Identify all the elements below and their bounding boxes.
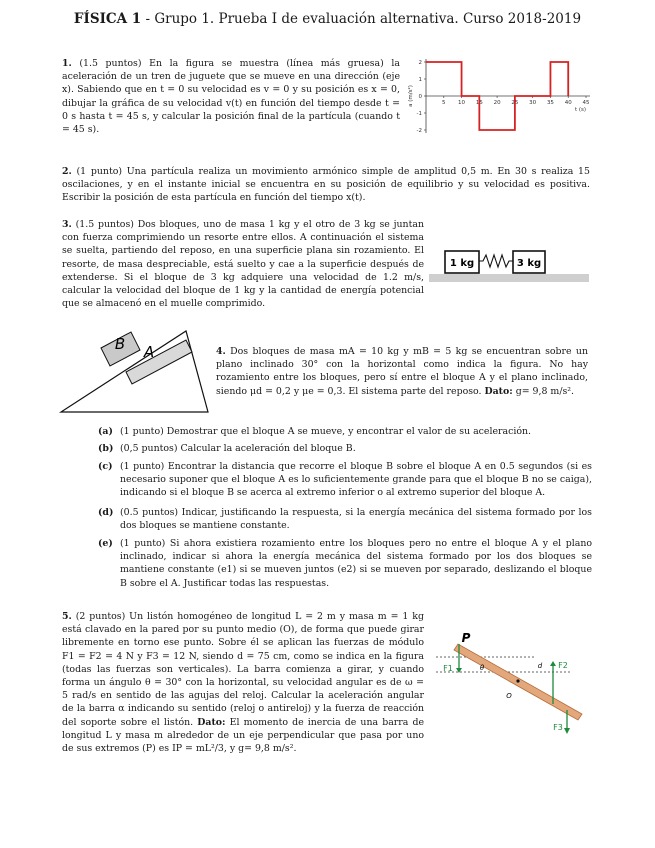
y-tick-label: 1 [418,77,422,83]
problem-4-item-c: (c) (1 punto) Encontrar la distancia que recorre el bloque B sobre el bloque A en 0.5 segundos (si es necesario suponer que el bloque A es lo suficientemente grande para que el bloque B no se caiga), indicando si el bloque B se acerca al extremo inferior o al extremo superior del bloque A. [98,461,592,499]
x-tick-label: 30 [529,100,537,106]
pivot-point [516,679,519,682]
block-a-label: A [143,343,155,361]
y-tick-label: 0 [418,94,422,100]
force-f1-label: F1 [443,664,453,673]
force-f2-head [550,661,556,666]
force-f3-head [564,728,570,734]
y-tick-label: -1 [416,111,422,117]
page-title: FÍSICA 1 - Grupo 1. Prueba I de evaluación alternativa. Curso 2018-2019 [73,11,582,27]
x-tick-label: 10 [458,100,466,106]
x-tick-label: 5 [442,100,446,106]
force-f3-label: F3 [553,723,563,732]
acceleration-chart [404,52,592,138]
y-tick-label: -2 [416,128,422,134]
point-p-label: P [461,631,471,645]
d-label: d [537,662,543,670]
rod-forces-figure [432,628,592,740]
y-axis-label: a (m/s²) [408,85,414,107]
x-tick-label: 25 [511,100,519,106]
incline-figure [58,324,218,416]
x-tick-label: 15 [475,100,483,106]
block-1kg-label: 1 kg [449,258,475,269]
problem-3-text: 3. (1.5 puntos) Dos bloques, uno de masa 1 kg y el otro de 3 kg se juntan con fuerza comprimiendo un resorte entre ellos. A continuación el sistema se suelta, partiendo del reposo, en una superficie plana sin rozamiento. El resorte, de masa despreciable, está suelto y cae a la superficie después de extenderse. Si el bloque de 3 kg adquiere una velocidad de 1.2 m/s, calcular la velocidad del bloque de 1 kg y la cantidad de energía potencial que se almacenó en el muelle comprimido. [62,219,424,310]
problem-1-text: 1. (1.5 puntos) En la figura se muestra (línea más gruesa) la aceleración de un tren de juguete que se mueve en una dirección (eje x). Sabiendo que en t = 0 su velocidad es v = 0 y su posición es x = 0, dibujar la gráfica de su velocidad v(t) en función del tiempo desde t = 0 s hasta t = 45 s, y calcular la posición final de la partícula (cuando t = 45 s). [62,58,400,136]
problem-4-text: 4. Dos bloques de masa mA = 10 kg y mB = 5 kg se encuentran sobre un plano inclinado 30° con la horizontal como indica la figura. No hay rozamiento entre los bloques, pero sí entre el bloque A y el plano inclinado, siendo μd = 0,2 y μe = 0,3. El sistema parte del reposo. Dato: g= 9,8 m/s². [216,346,588,397]
x-tick-label: 20 [493,100,501,106]
pivot-label: O [506,692,512,700]
problem-4-item-b: (b) (0,5 puntos) Calcular la aceleración del bloque B. [98,443,356,454]
x-tick-label: 45 [582,100,590,106]
problem-4-item-e: (e) (1 punto) Si ahora existiera rozamiento entre los bloques pero no entre el bloque A y el plano inclinado, indicar si ahora la energía mecánica del sistema formado por los dos bloques se mantiene constante (e1) si se mueven juntos (e2) si se mueven por separado, deslizando el bloque B sobre el A. Justificar todas las respuestas. [98,538,592,589]
problem-4-item-a: (a) (1 punto) Demostrar que el bloque A se mueve, y encontrar el valor de su aceleración. [98,426,531,437]
problem-5-text: 5. (2 puntos) Un listón homogéneo de longitud L = 2 m y masa m = 1 kg está clavado en la pared por su punto medio (O), de forma que puede girar libremente en torno ese punto. Sobre él se aplican las fuerzas de módulo F1 = F2 = 4 N y F3 = 12 N, siendo d = 75 cm, como se indica en la figura (todas las fuerzas son verticales). La barra comienza a girar, y cuando forma un ángulo θ = 30° con la horizontal, su velocidad angular es de ω = 5 rad/s en sentido de las agujas del reloj. Calcular la aceleración angular de la barra α indicando su sentido (reloj o antireloj) y la fuerza de reacción del soporte sobre el listón. Dato: El momento de inercia de una barra de longitud L y masa m alrededor de un eje perpendicular que pasa por uno de sus extremos (P) es IP = mL²/3, y g= 9,8 m/s². [62,611,424,755]
spring-blocks-figure [428,243,590,287]
problem-4-item-d: (d) (0.5 puntos) Indicar, justificando la respuesta, si la energía mecánica del sistema formado por los dos bloques se mantiene constante. [98,507,592,532]
y-tick-label: 2 [418,60,422,66]
x-tick-label: 35 [546,100,554,106]
floor [429,274,589,282]
x-axis-label: t (s) [574,107,586,113]
problem-2-text: 2. (1 punto) Una partícula realiza un movimiento armónico simple de amplitud 0,5 m. En 30 s realiza 15 oscilaciones, y en el instante inicial se encuentra en su posición de equilibrio y su velocidad es positiva. Escribir la posición de esta partícula en función del tiempo x(t). [62,166,590,204]
theta-label: θ [479,664,485,672]
force-f2-label: F2 [558,661,568,670]
spring [479,255,513,267]
block-3kg-label: 3 kg [516,258,542,269]
x-tick-label: 40 [564,100,572,106]
block-b-label: B [114,335,126,353]
